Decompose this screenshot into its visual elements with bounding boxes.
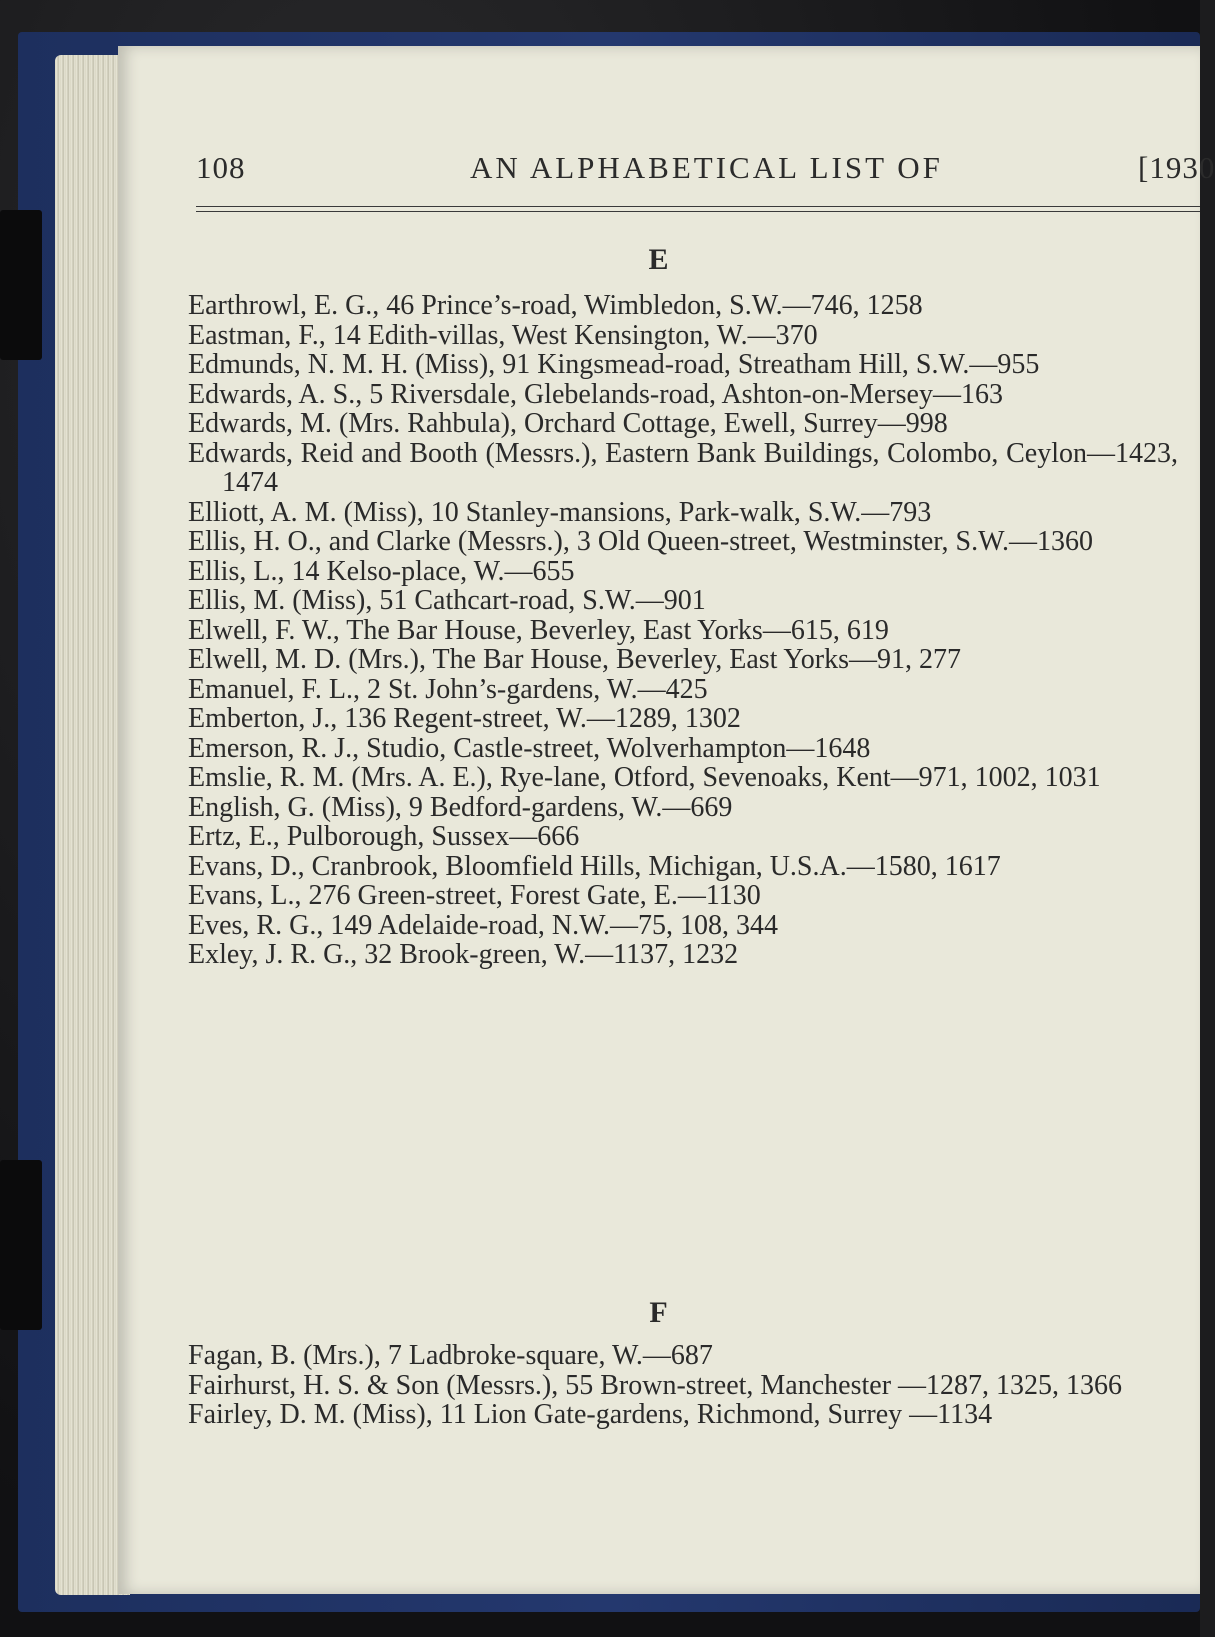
list-item: English, G. (Miss), 9 Bedford-gardens, W.—669 (188, 791, 733, 823)
list-item: Edmunds, N. M. H. (Miss), 91 Kingsmead-road, Streatham Hill, S.W.—955 (188, 349, 1040, 380)
list-item: Evans, D., Cranbrook, Bloomfield Hills, Michigan, U.S.A.—1580, 1617 (188, 850, 1001, 882)
list-item: Elwell, M. D. (Mrs.), The Bar House, Beverley, East Yorks—91, 277 (188, 644, 962, 675)
list-item: Ellis, H. O., and Clarke (Messrs.), 3 Old Queen-street, Westminster, S.W.—1360 (188, 526, 1093, 557)
list-item: Ellis, M. (Miss), 51 Cathcart-road, S.W.—901 (188, 585, 706, 616)
list-item: Elliott, A. M. (Miss), 10 Stanley-mansions, Park-walk, S.W.—793 (188, 496, 932, 528)
list-item: Emslie, R. M. (Mrs. A. E.), Rye-lane, Otford, Sevenoaks, Kent—971, 1002, 1031 (188, 762, 1101, 793)
binding-tab-bottom (0, 1160, 42, 1330)
binding-tab-top (0, 210, 42, 360)
list-item: Edwards, M. (Mrs. Rahbula), Orchard Cottage, Ewell, Surrey—998 (188, 408, 948, 439)
list-item: Emerson, R. J., Studio, Castle-street, Wolverhampton—1648 (188, 732, 871, 764)
section-letter-e: E (648, 243, 670, 276)
list-item: Emanuel, F. L., 2 St. John’s-gardens, W.—425 (188, 673, 708, 705)
header-rule-top (196, 206, 1200, 207)
list-item: Exley, J. R. G., 32 Brook-green, W.—1137, 1232 (188, 939, 739, 970)
list-item: Edwards, Reid and Booth (Messrs.), Eastern Bank Buildings, Colombo, Ceylon—1423, 1474 (188, 437, 1178, 498)
header-rule-bottom (196, 211, 1200, 212)
running-head (196, 150, 1215, 200)
list-item: Eves, R. G., 149 Adelaide-road, N.W.—75, 108, 344 (188, 909, 778, 941)
list-item: Earthrowl, E. G., 46 Prince’s-road, Wimbledon, S.W.—746, 1258 (188, 290, 923, 321)
list-item: Fagan, B. (Mrs.), 7 Ladbroke-square, W.—687 (188, 1340, 713, 1371)
list-item: Eastman, F., 14 Edith-villas, West Kensington, W.—370 (188, 319, 818, 351)
entry-list-e (188, 291, 1178, 970)
page-number: 108 (196, 150, 246, 185)
list-item: Ertz, E., Pulborough, Sussex—666 (188, 821, 580, 852)
section-letter-f: F (649, 1296, 669, 1329)
running-head-year: [1930 (1138, 150, 1215, 185)
entry-list-f (188, 1341, 1178, 1430)
list-item: Elwell, F. W., The Bar House, Beverley, East Yorks—615, 619 (188, 614, 889, 646)
list-item: Fairley, D. M. (Miss), 11 Lion Gate-gardens, Richmond, Surrey —1134 (188, 1399, 993, 1430)
list-item: Evans, L., 276 Green-street, Forest Gate, E.—1130 (188, 880, 761, 911)
list-item: Fairhurst, H. S. & Son (Messrs.), 55 Brown-street, Manchester —1287, 1325, 1366 (188, 1369, 1123, 1401)
list-item: Ellis, L., 14 Kelso-place, W.—655 (188, 555, 575, 587)
running-head-title: AN ALPHABETICAL LIST OF (470, 150, 943, 185)
list-item: Edwards, A. S., 5 Riversdale, Glebelands-road, Ashton-on-Mersey—163 (188, 378, 1003, 410)
list-item: Emberton, J., 136 Regent-street, W.—1289, 1302 (188, 703, 741, 734)
book-page (118, 46, 1215, 1594)
